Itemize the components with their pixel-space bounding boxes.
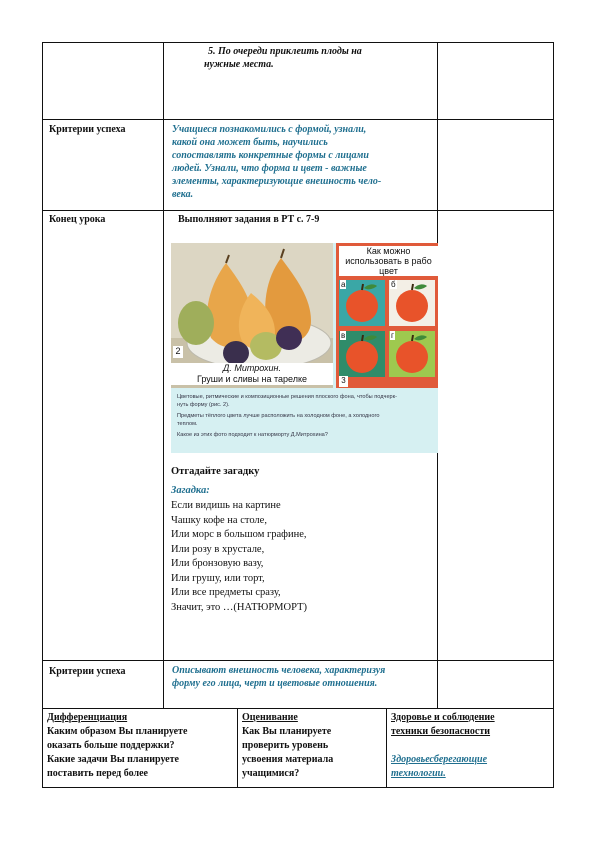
apple-example-v: в <box>339 331 385 377</box>
step-5-text <box>204 45 362 71</box>
success-criteria-text-2: Описывают внешность человека, характеризуя форму его лица, черт и цветовые отношения. <box>172 665 386 689</box>
row-divider-1 <box>42 119 554 120</box>
figure-number-3: 3 <box>339 376 348 387</box>
riddle-label: Загадка: <box>171 485 210 496</box>
row-divider-2 <box>42 210 554 211</box>
apple-example-a: а <box>339 280 385 326</box>
lesson-end-label: Конец урока <box>49 214 106 225</box>
health-safety-heading: Здоровье и соблюдение <box>391 712 495 723</box>
table-col1-divider <box>163 42 164 708</box>
table-top-border <box>42 42 554 43</box>
bottom-left-border <box>42 708 43 788</box>
bottom-border <box>42 787 554 788</box>
bottom-col2-divider <box>386 708 387 788</box>
apple-example-b: б <box>389 280 435 326</box>
row-divider-3 <box>42 660 554 661</box>
riddle-heading: Отгадайте загадку <box>171 466 260 477</box>
apple-example-g: г <box>389 331 435 377</box>
success-criteria-label: Критерии успеха <box>49 124 126 135</box>
differentiation-cell: Дифференциация Каким образом Вы планируете оказать больше поддержки? Какие задачи Вы планируете поставить перед более <box>47 712 188 779</box>
differentiation-heading: Дифференциация <box>47 712 128 723</box>
color-examples-panel <box>336 243 438 388</box>
color-panel-title: Как можно использовать в рабо цвет <box>339 246 438 276</box>
assessment-heading: Оценивание <box>242 712 298 723</box>
workbook-task: Выполняют задания в РТ с. 7-9 <box>178 214 320 225</box>
row-divider-4 <box>42 708 554 709</box>
step-5-line-2: нужные места. <box>204 59 274 70</box>
success-criteria-label-2: Критерии успеха <box>49 666 126 677</box>
bottom-col1-divider <box>237 708 238 788</box>
bottom-right-border <box>553 708 554 788</box>
table-left-border <box>42 42 43 708</box>
painting-caption: Д. Митрохин. Груши и сливы на тарелке <box>171 363 333 385</box>
figure-note-text: Цветовые, ритмические и композиционные решения плоского фона, чтобы подчерк- нуть форму (рис. 2). Предметы тёплого цвета лучше расположить на холодном фоне, а холодного теплом. Какое из этих фото подходит к натюрморту Д.Митрохина? <box>177 394 397 438</box>
step-5-line-1: 5. По очереди приклеить плоды на <box>208 46 362 57</box>
figure-number-2: 2 <box>173 346 183 358</box>
textbook-figure <box>171 243 438 453</box>
assessment-cell: Оценивание Как Вы планируете проверить уровень усвоения материала учащимися? <box>242 712 334 779</box>
success-criteria-text: Учащиеся познакомились с формой, узнали, какой она может быть, научились сопоставлять конкретные формы с лицами людей. Узнали, что форма и цвет - важные элементы, характеризующие внешность чело- века. <box>172 124 382 200</box>
health-safety-cell: Здоровье и соблюдение техники безопасности Здоровьесберегающие технологии. <box>391 712 495 779</box>
riddle-text: Если видишь на картине Чашку кофе на столе, Или морс в большом графине, Или розу в хрустале, Или бронзовую вазу, Или грушу, или торт, Или все предметы сразу, Значит, это …(НАТЮРМОРТ) <box>171 500 307 613</box>
table-right-border <box>553 42 554 708</box>
